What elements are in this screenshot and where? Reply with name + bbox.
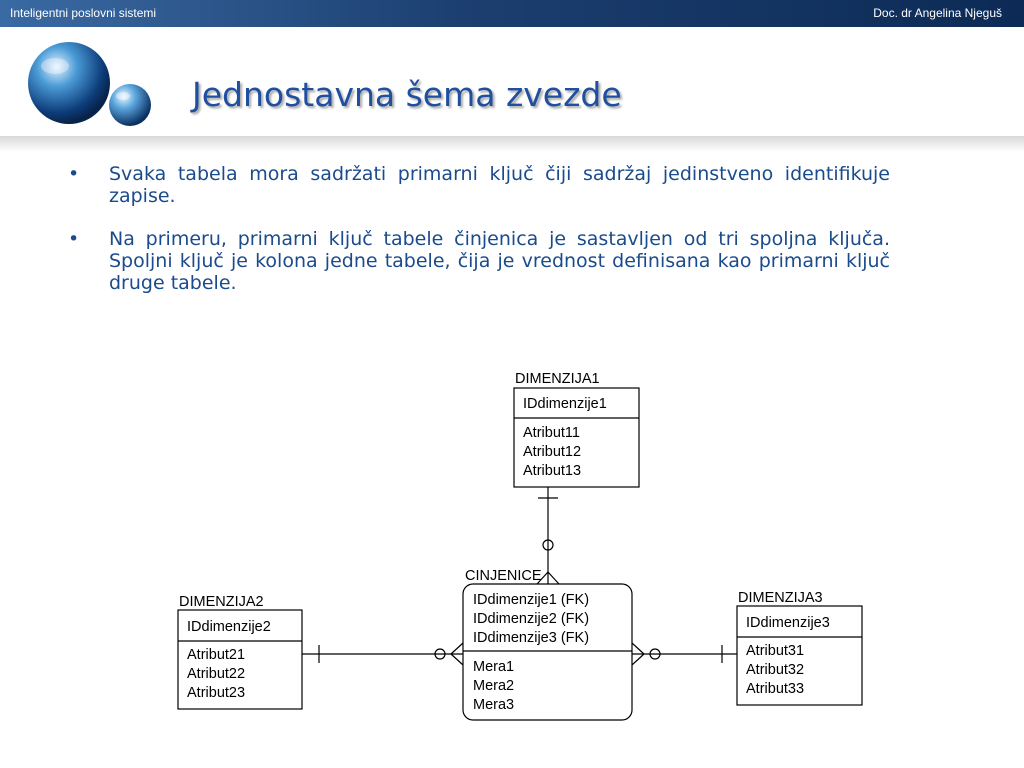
bullet-text: Svaka tabela mora sadržati primarni ključ čiji sadržaj jedinstveno identifikuje zapise. xyxy=(109,163,890,207)
fact-key: IDdimenzije1 (FK) xyxy=(473,592,590,608)
dim3-name: DIMENZIJA3 xyxy=(738,590,823,606)
dim3-attribute: Atribut32 xyxy=(746,662,805,678)
dim3-attribute: Atribut33 xyxy=(746,681,805,697)
dim2-attribute: Atribut23 xyxy=(187,685,246,701)
author-name: Doc. dr Angelina Njeguš xyxy=(873,6,1002,20)
bullet-text: Na primeru, primarni ključ tabele činjenica je sastavljen od tri spoljna ključa. Spoljni ključ je kolona jedne tabele, čija je vrednost definisana kao primarni ključ druge tabele. xyxy=(109,228,890,294)
fact-name: CINJENICE xyxy=(465,568,542,584)
fact-key: IDdimenzije2 (FK) xyxy=(473,611,590,627)
bullet-dot-icon: • xyxy=(68,228,80,250)
dim2-attribute: Atribut21 xyxy=(187,647,246,663)
fact-attribute: Mera2 xyxy=(473,678,515,694)
dim3-attribute: Atribut31 xyxy=(746,643,805,659)
fact-key: IDdimenzije3 (FK) xyxy=(473,630,590,646)
dim2-attribute: Atribut22 xyxy=(187,666,246,682)
dim1-name: DIMENZIJA1 xyxy=(515,371,600,387)
dim1-attribute: Atribut11 xyxy=(523,425,580,441)
dim2-key: IDdimenzije2 xyxy=(187,619,271,635)
dim2-name: DIMENZIJA2 xyxy=(179,594,264,610)
slide-title: Jednostavna šema zvezde xyxy=(192,75,622,114)
dim1-attribute: Atribut13 xyxy=(523,463,582,479)
dim1-attribute: Atribut12 xyxy=(523,444,582,460)
fact-attribute: Mera3 xyxy=(473,697,515,713)
dim1-key: IDdimenzije1 xyxy=(523,396,607,412)
course-name: Inteligentni poslovni sistemi xyxy=(10,6,157,20)
dim3-key: IDdimenzije3 xyxy=(746,615,830,631)
fact-attribute: Mera1 xyxy=(473,659,515,675)
bullet-dot-icon: • xyxy=(68,163,80,185)
relationship-dim3-fact xyxy=(632,643,737,665)
relationship-dim2-fact xyxy=(302,643,463,665)
